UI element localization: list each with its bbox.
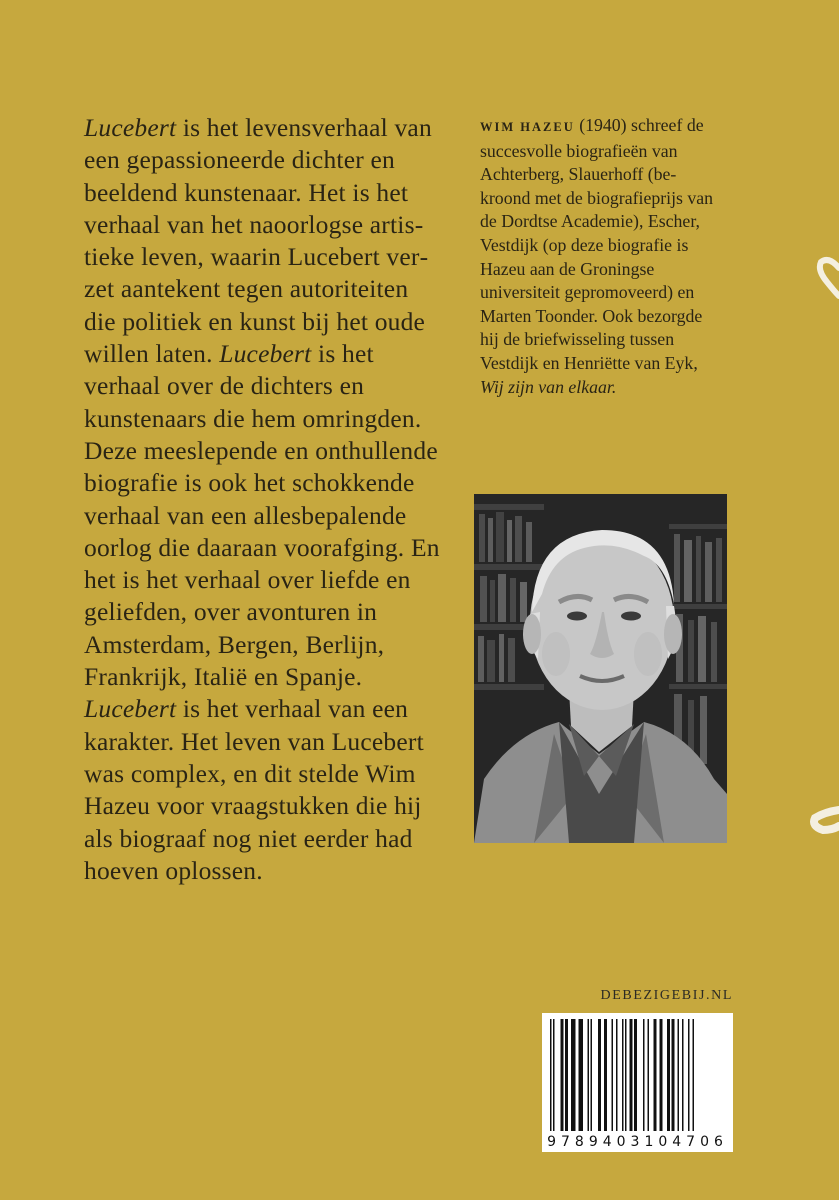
barcode-bar — [622, 1019, 624, 1131]
author-bio — [480, 114, 720, 399]
barcode-bar — [571, 1019, 576, 1131]
book-title-italic: Lucebert — [219, 339, 312, 369]
barcode-icon — [542, 1013, 733, 1152]
barcode-bar — [604, 1019, 607, 1131]
author-portrait-icon — [474, 494, 727, 843]
author-bio-paragraph — [480, 114, 720, 399]
book-title-italic: Lucebert — [84, 113, 177, 142]
barcode — [542, 1013, 733, 1152]
barcode-bar — [553, 1019, 555, 1131]
barcode-bar — [550, 1019, 552, 1131]
barcode-bar — [688, 1019, 690, 1131]
barcode-bar — [634, 1019, 637, 1131]
blurb-text-span: is het verhaal van een karakter. Het leven van Lucebert was complex, en dit stelde Wim Hazeu voor vraagstukken die hij als biograaf nog niet eerder had hoeven oplossen. — [84, 694, 424, 885]
blurb-text-span: is het levensverhaal van een gepassioneerde dichter en beeldend kunstenaar. Het is het verhaal van het naoorlogse artistieke leven, waarin Lucebert verzet aantekent tegen autoriteiten die politiek en kunst bij het oude willen laten. — [84, 113, 432, 369]
barcode-bar — [630, 1019, 633, 1131]
barcode-bar — [565, 1019, 568, 1131]
barcode-bar — [591, 1019, 593, 1131]
barcode-bar — [693, 1019, 695, 1131]
author-name: WIM HAZEU — [480, 120, 575, 134]
publisher-website: DEBEZIGEBIJ.NL — [600, 988, 733, 1003]
barcode-bar — [616, 1019, 618, 1131]
blurb-paragraph-3 — [84, 693, 444, 887]
author-bio-text: (1940) schreef de succesvolle biografieën van Achterberg, Slauerhoff (bekroond met de biografieprijs van de Dordtse Academie), Escher, Vestdijk (op deze biografie is Hazeu aan de Groningse universiteit gepromoveerd) en Marten Toonder. Ook bezorgde hij de briefwisseling tussen Vestdijk en Henriëtte van Eyk, — [480, 115, 714, 373]
brush-stroke-icon — [809, 0, 839, 1200]
author-photo — [474, 494, 727, 843]
barcode-bar — [660, 1019, 663, 1131]
barcode-bar — [625, 1019, 627, 1131]
barcode-bar — [648, 1019, 650, 1131]
barcode-bar — [612, 1019, 614, 1131]
blurb-paragraph-2: Deze meeslepende en onthullende biografie is ook het schokkende verhaal van een allesbepalende oorlog die daaraan voorafging. En het is het verhaal over liefde en geliefden, over avonturen in Amsterdam, Bergen, Berlijn, Frankrijk, Italië en Spanje. — [84, 435, 440, 692]
blurb-text — [84, 112, 444, 887]
author-book-title: Wij zijn van elkaar. — [480, 376, 617, 397]
barcode-bar — [667, 1019, 670, 1131]
blurb-text-span: is het verhaal over de dichters en kunstenaars die hem omringden. — [84, 339, 422, 433]
barcode-bar — [654, 1019, 657, 1131]
isbn-number: 9789403104706 — [547, 1134, 728, 1150]
book-title-italic: Lucebert — [84, 694, 177, 724]
barcode-bar — [588, 1019, 590, 1131]
barcode-bar — [672, 1019, 675, 1131]
barcode-bar — [598, 1019, 601, 1131]
barcode-bar — [561, 1019, 564, 1131]
barcode-bar — [643, 1019, 645, 1131]
blurb-paragraph-1 — [84, 112, 444, 435]
barcode-bar — [579, 1019, 584, 1131]
barcode-bar — [682, 1019, 684, 1131]
barcode-bar — [678, 1019, 680, 1131]
